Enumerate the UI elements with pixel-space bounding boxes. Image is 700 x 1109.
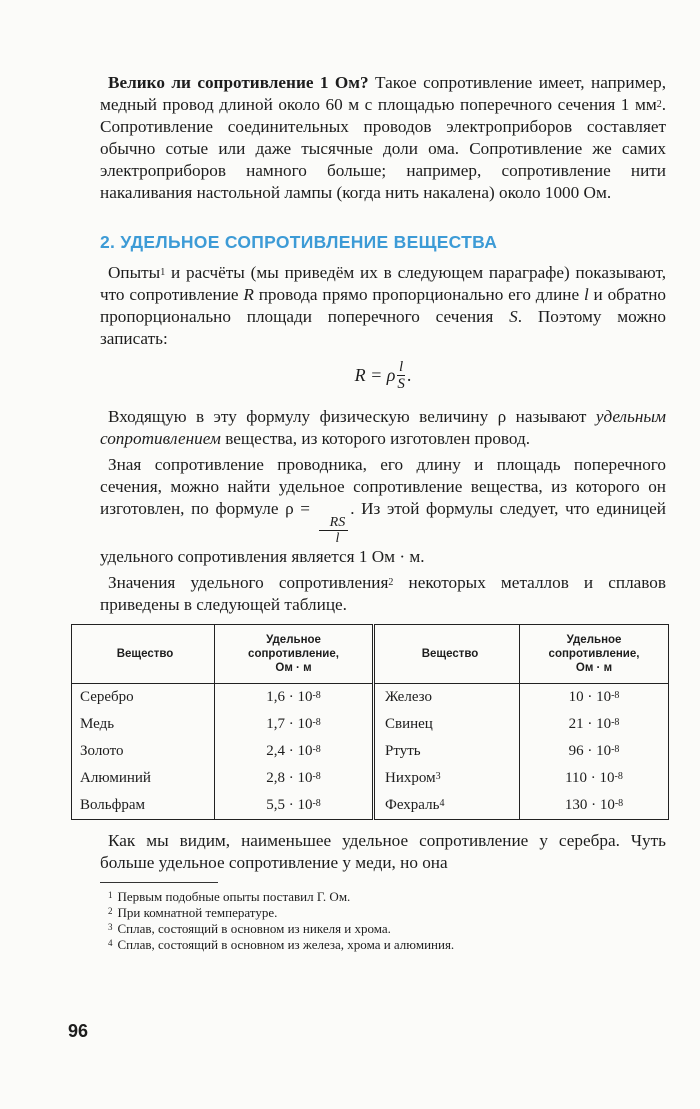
textbook-page [80,0,667,953]
resistivity-table [71,624,669,820]
header-substance-1: Вещество [72,625,215,684]
footnote: $^1$ Первым подобные опыты поставил Г. Ом. [108,889,351,904]
footnote: $^3$ Сплав, состоящий в основном из никеля и хрома. [108,921,391,936]
table-row: Вольфрам $5,5 \cdot 10^{-8}$ Фехраль$^4$ $130 \cdot 10^{-8}$ [72,792,669,820]
formula-fraction: $\frac{l}{S}$ [397,358,405,392]
section-heading: 2. УДЕЛЬНОЕ СОПРОТИВЛЕНИЕ ВЕЩЕСТВА [100,232,498,252]
header-substance-2: Вещество [374,625,520,684]
footnote: $^4$ Сплав, состоящий в основном из железа, хрома и алюминия. [108,937,455,952]
paragraph-conclusion: Как мы видим, наименьшее удельное сопротивление у серебра. Чуть больше удельное сопротивление у меди, но она [100,831,666,872]
header-resistivity-1: Удельное сопротивление, Ом · м [215,625,374,684]
paragraph-experiments: Опыты$^1$ и расчёты (мы приведём их в следующем параграфе) показывают, что сопротивление R провода прямо пропорционально его длине l и обратно пропорционально площади поперечного сечения S. Поэтому можно записать: [100,263,666,348]
table-row: Золото $2,4 \cdot 10^{-8}$ Ртуть $96 \cdot 10^{-8}$ [72,738,669,765]
footnote-divider [100,882,218,883]
table-row: Алюминий $2,8 \cdot 10^{-8}$ Нихром$^3$ $110 \cdot 10^{-8}$ [72,765,669,792]
resistance-formula: R = ρ $\frac{l}{S}$ . [354,358,412,392]
paragraph-formula-rho: Зная сопротивление проводника, его длину и площадь поперечного сечения, можно найти удельное сопротивление вещества, из которого он изготовлен, по формуле ρ = $\frac{RS}{l}$ . Из этой формулы следует, что единицей удельного сопротивления является 1 Ом · м. [100,455,666,566]
paragraph-one-ohm: Велико ли сопротивление 1 Ом? Такое сопротивление имеет, например, медный провод длиной около 60 м с площадью поперечного сечения 1 $мм^2$. Сопротивление соединительных проводов электроприборов составляет обычно сотые или даже тысячные доли ома. Сопротивление же самих электроприборов намного больше; например, сопротивление нити накаливания настольной лампы (когда нить накалена) около 1000 Ом. [100,73,666,202]
bold-question: Велико ли сопротивление 1 Ом? [108,73,369,92]
paragraph-table-intro: Значения удельного сопротивления$^2$ некоторых металлов и сплавов приведены в следующей таблице. [100,573,667,614]
rho-fraction: $\frac{RS}{l}$ [319,515,349,546]
paragraph-definition: Входящую в эту формулу физическую величину ρ называют удельным сопротивлением вещества, из которого изготовлен провод. [100,407,666,448]
table-row: Медь $1,7 \cdot 10^{-8}$ Свинец $21 \cdot 10^{-8}$ [72,711,669,738]
footnote: $^2$ При комнатной температуре. [108,905,278,920]
page-number: 96 [68,1021,89,1041]
term-specific-resistance: удельным сопротивлением [100,407,666,448]
header-resistivity-2: Удельное сопротивление, Ом · м [520,625,669,684]
table-row: Серебро $1,6 \cdot 10^{-8}$ Железо $10 \cdot 10^{-8}$ [72,684,669,712]
table-header-row [72,625,669,684]
